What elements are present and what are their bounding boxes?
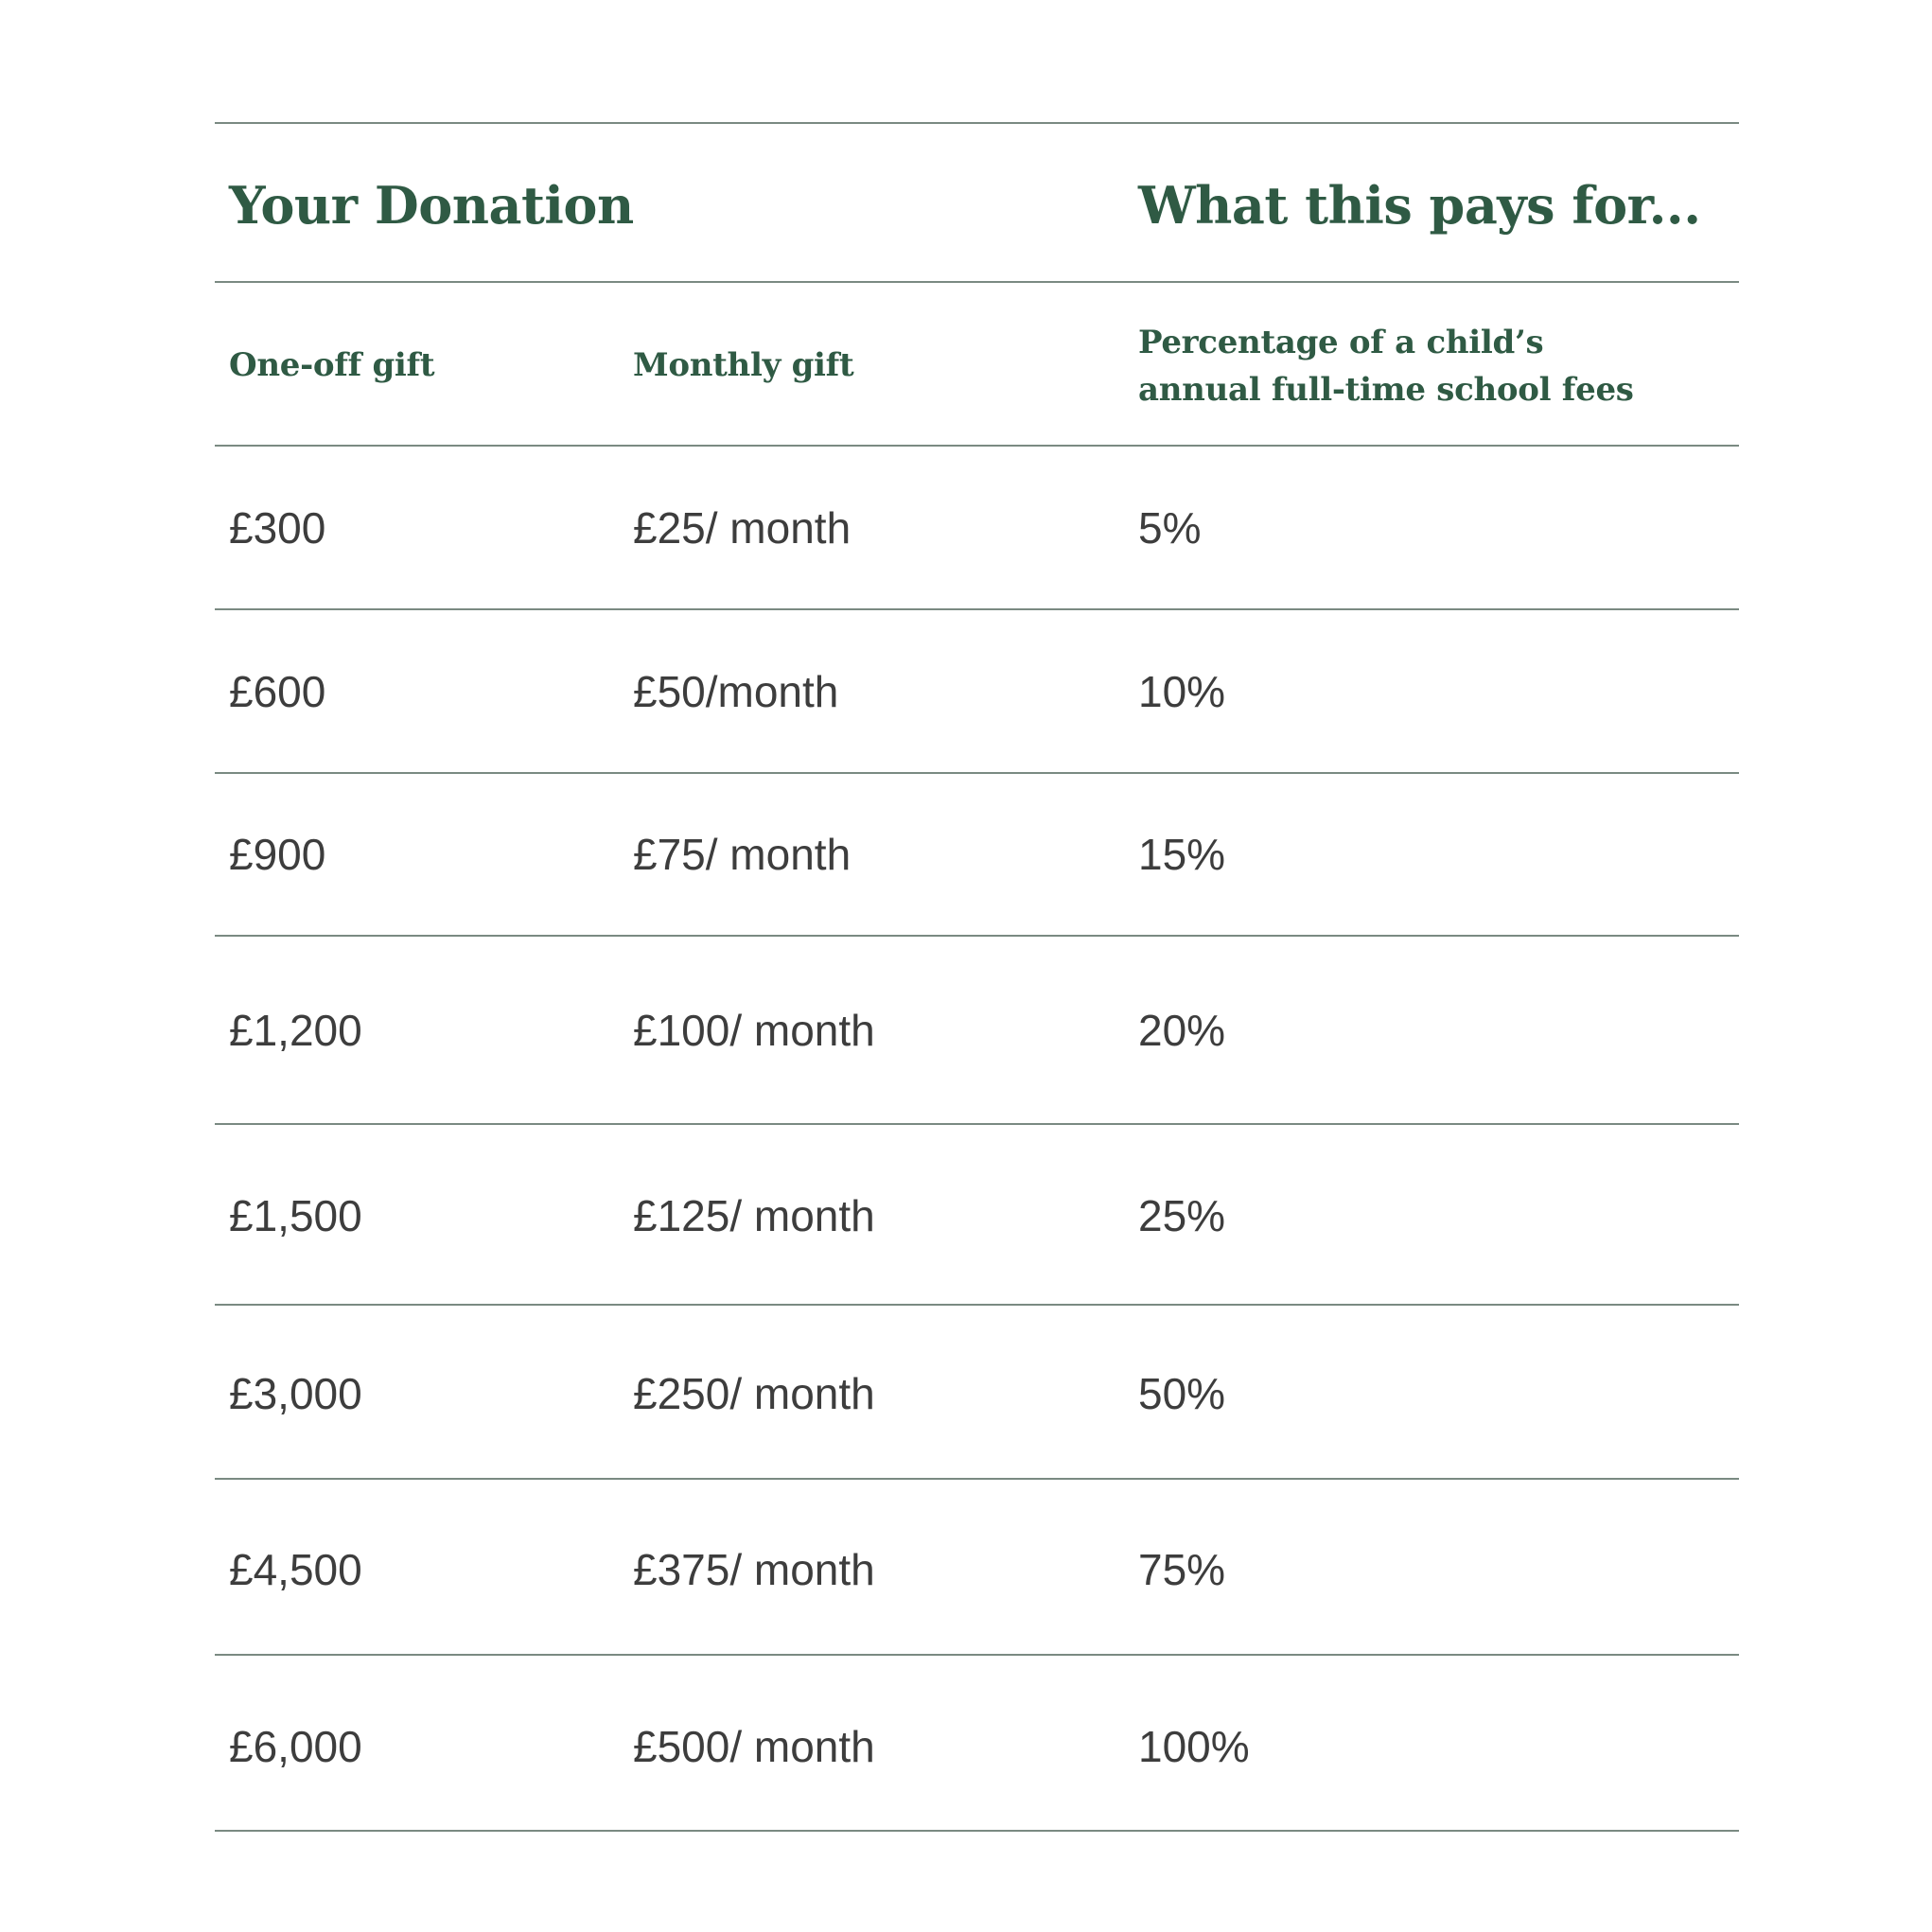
row-divider [215, 1123, 1739, 1125]
one-off-amount: £1,200 [229, 1006, 362, 1055]
one-off-amount: £900 [229, 830, 326, 879]
one-off-amount: £6,000 [229, 1722, 362, 1771]
monthly-amount: £75/ month [633, 830, 852, 879]
percentage-value: 10% [1138, 667, 1226, 716]
monthly-amount: £50/month [633, 667, 839, 716]
percentage-value: 100% [1138, 1722, 1250, 1771]
one-off-amount: £4,500 [229, 1545, 362, 1594]
percentage-header-line1: Percentage of a child’s [1138, 324, 1544, 361]
your-donation-title: Your Donation [229, 175, 634, 236]
monthly-gift-header: Monthly gift [633, 346, 854, 384]
monthly-amount: £375/ month [633, 1545, 875, 1594]
row-divider [215, 1478, 1739, 1480]
row-divider [215, 935, 1739, 937]
percentage-value: 25% [1138, 1191, 1226, 1240]
one-off-amount: £300 [229, 503, 326, 553]
row-divider [215, 608, 1739, 610]
percentage-value: 20% [1138, 1006, 1226, 1055]
monthly-amount: £250/ month [633, 1369, 875, 1418]
percentage-header [1138, 319, 1634, 413]
monthly-amount: £100/ month [633, 1006, 875, 1055]
monthly-amount: £125/ month [633, 1191, 875, 1240]
one-off-amount: £600 [229, 667, 326, 716]
table-rule-header [215, 281, 1739, 283]
percentage-value: 50% [1138, 1369, 1226, 1418]
percentage-value: 15% [1138, 830, 1226, 879]
table-rule-bottom [215, 1830, 1739, 1832]
one-off-gift-header: One-off gift [229, 346, 435, 384]
table-rule-subheader [215, 445, 1739, 447]
monthly-amount: £500/ month [633, 1722, 875, 1771]
table-rule-top [215, 122, 1739, 124]
one-off-amount: £1,500 [229, 1191, 362, 1240]
percentage-value: 75% [1138, 1545, 1226, 1594]
one-off-amount: £3,000 [229, 1369, 362, 1418]
percentage-header-line2: annual full-time school fees [1138, 371, 1634, 409]
monthly-amount: £25/ month [633, 503, 852, 553]
percentage-value: 5% [1138, 503, 1202, 553]
row-divider [215, 772, 1739, 774]
what-this-pays-for-title: What this pays for... [1138, 175, 1701, 236]
row-divider [215, 1654, 1739, 1656]
row-divider [215, 1304, 1739, 1306]
